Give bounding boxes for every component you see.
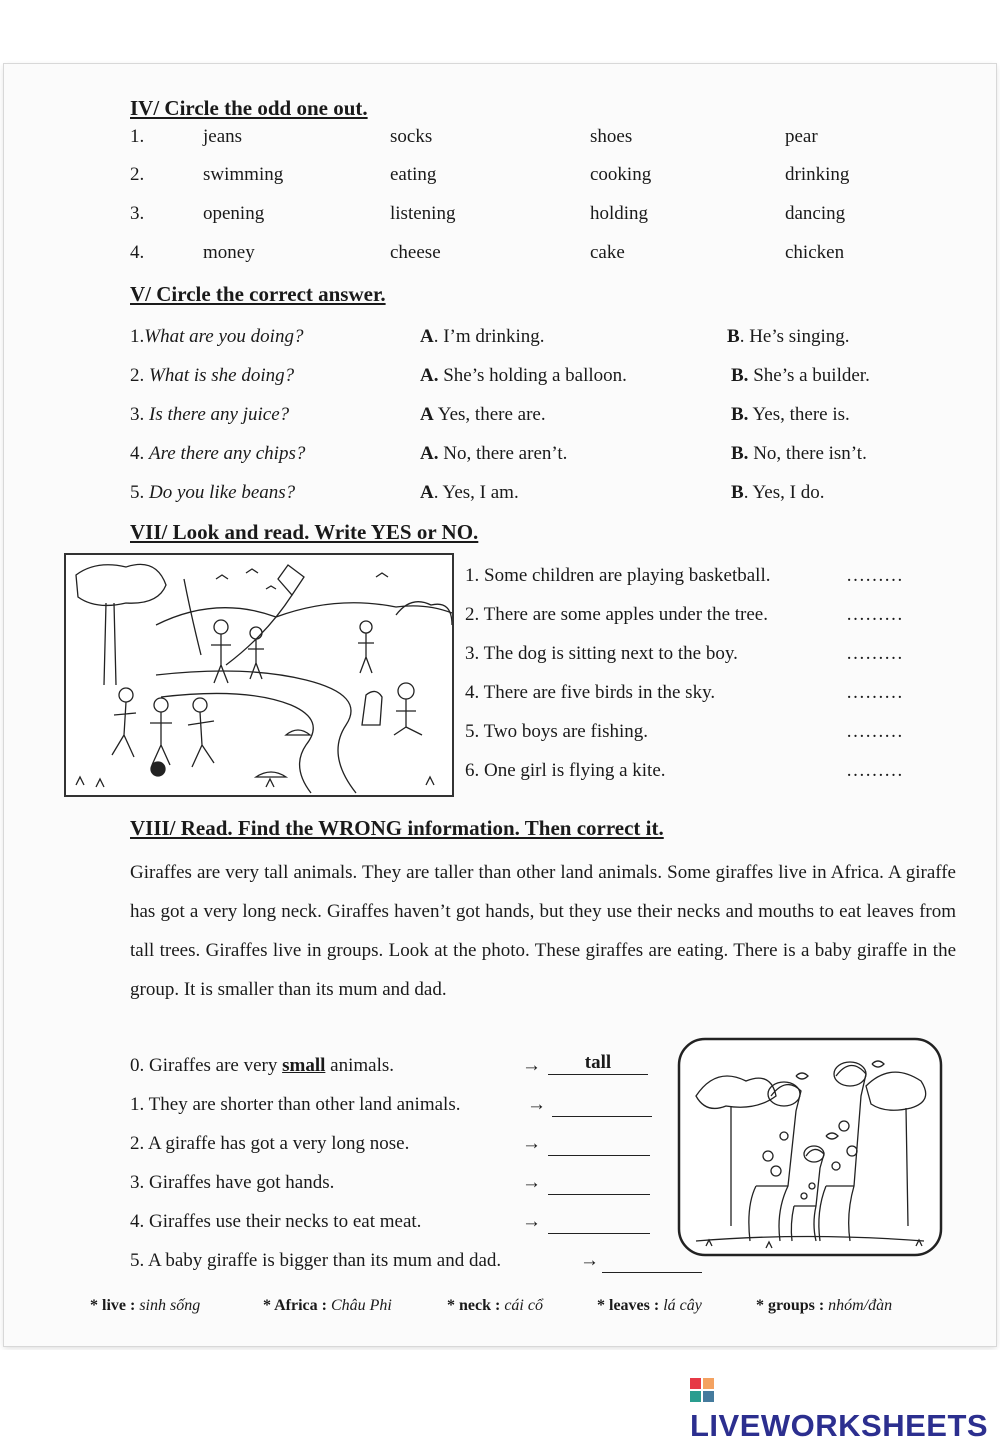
glossary-item-neck	[447, 1297, 543, 1315]
question-number: 1.	[130, 326, 145, 347]
section-8-title: VIII/ Read. Find the WRONG information. Then correct it.	[130, 816, 664, 840]
option-letter: B	[727, 326, 740, 347]
option-text: She’s a builder.	[748, 365, 870, 386]
row-number: 2.	[130, 164, 145, 185]
option-letter: A.	[420, 443, 439, 464]
option-text: No, there aren’t.	[438, 443, 568, 464]
correction-item-4: 4. Giraffes use their necks to eat meat.	[130, 1211, 422, 1232]
park-scene-illustration	[64, 553, 454, 797]
word-option[interactable]: cheese	[390, 242, 441, 263]
word-option[interactable]: cooking	[590, 164, 652, 185]
row-number: 4.	[130, 242, 145, 263]
option-a[interactable]	[420, 443, 567, 465]
word-option[interactable]: socks	[390, 126, 433, 147]
word-option[interactable]: listening	[390, 203, 456, 224]
glossary-item-groups	[756, 1297, 892, 1315]
section-7-title: VII/ Look and read. Write YES or NO.	[130, 520, 479, 544]
answer-blank-1[interactable]	[552, 1094, 652, 1117]
option-text: Yes, there are.	[433, 404, 546, 425]
liveworksheets-logo[interactable]	[690, 1372, 1000, 1444]
word-option[interactable]: eating	[390, 164, 437, 185]
section-5-title: V/ Circle the correct answer.	[130, 282, 386, 306]
option-a[interactable]	[420, 482, 519, 504]
question	[130, 326, 303, 348]
question-number: 3.	[130, 404, 149, 425]
option-text: . He’s singing.	[739, 326, 850, 347]
example-post: animals.	[325, 1055, 394, 1076]
reading-passage: Giraffes are very tall animals. They are taller than other land animals. Some giraffes live in Africa. A giraffe has got a very long neck. Giraffes haven’t got hands, but they use their necks and mouths to eat leaves from tall trees. Giraffes live in groups. Look at the photo. These giraffes are eating. There is a baby giraffe in the group. It is smaller than its mum and dad.	[130, 862, 956, 1000]
word-option[interactable]: pear	[785, 126, 818, 147]
option-letter: B	[731, 482, 744, 503]
question-text: Do you like beans?	[149, 482, 296, 503]
glossary-meaning: cái cổ	[504, 1297, 543, 1314]
option-text: She’s holding a balloon.	[438, 365, 627, 386]
option-letter: B.	[731, 365, 749, 386]
question-text: Are there any chips?	[149, 443, 306, 464]
answer-dots-1[interactable]: ………	[846, 565, 903, 586]
option-letter: A.	[420, 365, 439, 386]
word-option[interactable]: opening	[203, 203, 265, 224]
option-text: . I’m drinking.	[433, 326, 545, 347]
answer-dots-4[interactable]: ………	[846, 682, 903, 703]
logo-mark-icon	[690, 1374, 714, 1398]
arrow-icon: →	[527, 1094, 546, 1115]
statement-5: 5. Two boys are fishing.	[465, 721, 649, 742]
glossary-item-africa	[263, 1297, 392, 1315]
question	[130, 365, 294, 387]
glossary-meaning: nhóm/đàn	[828, 1297, 893, 1314]
example-answer: tall	[548, 1052, 648, 1075]
option-a[interactable]	[420, 404, 546, 426]
word-option[interactable]: drinking	[785, 164, 850, 185]
giraffe-illustration	[676, 1036, 944, 1258]
correction-item-5: 5. A baby giraffe is bigger than its mum and dad.	[130, 1250, 502, 1271]
word-option[interactable]: cake	[590, 242, 625, 263]
option-b[interactable]	[727, 326, 849, 348]
top-margin	[0, 0, 1000, 64]
arrow-icon: →	[522, 1055, 541, 1076]
answer-blank-2[interactable]	[548, 1133, 650, 1156]
question-text: Is there any juice?	[149, 404, 290, 425]
answer-dots-3[interactable]: ………	[846, 643, 903, 664]
answer-dots-5[interactable]: ………	[846, 721, 903, 742]
glossary-term: * leaves :	[597, 1297, 660, 1314]
option-a[interactable]	[420, 326, 545, 348]
question-text: What is she doing?	[149, 365, 295, 386]
arrow-icon: →	[580, 1250, 599, 1271]
option-b[interactable]	[731, 443, 867, 465]
correction-item-2: 2. A giraffe has got a very long nose.	[130, 1133, 410, 1154]
word-option[interactable]: holding	[590, 203, 649, 224]
question-number: 4.	[130, 443, 149, 464]
answer-blank-3[interactable]	[548, 1172, 650, 1195]
correction-item-1: 1. They are shorter than other land animals.	[130, 1094, 461, 1115]
giraffe-drawing	[676, 1036, 944, 1258]
option-text: Yes, there is.	[748, 404, 850, 425]
answer-dots-2[interactable]: ………	[846, 604, 903, 625]
row-number: 1.	[130, 126, 145, 147]
answer-dots-6[interactable]: ………	[846, 760, 903, 781]
glossary-meaning: sinh sống	[139, 1297, 201, 1314]
correction-item-3: 3. Giraffes have got hands.	[130, 1172, 335, 1193]
section-4-title: IV/ Circle the odd one out.	[130, 96, 368, 120]
glossary-term: * groups :	[756, 1297, 825, 1314]
park-scene-drawing	[66, 555, 452, 795]
question	[130, 404, 289, 426]
statement-4: 4. There are five birds in the sky.	[465, 682, 716, 703]
arrow-icon: →	[522, 1133, 541, 1154]
option-text: . Yes, I do.	[743, 482, 825, 503]
arrow-icon: →	[522, 1172, 541, 1193]
word-option[interactable]: swimming	[203, 164, 284, 185]
glossary-term: * Africa :	[263, 1297, 327, 1314]
logo-text: LIVEWORKSHEETS	[690, 1408, 989, 1443]
option-letter: B.	[731, 443, 749, 464]
word-option[interactable]: shoes	[590, 126, 633, 147]
option-letter: A	[420, 326, 434, 347]
row-number: 3.	[130, 203, 145, 224]
glossary-item-leaves	[597, 1297, 702, 1315]
glossary-meaning: Châu Phi	[330, 1297, 392, 1314]
glossary-item-live	[90, 1297, 200, 1315]
question	[130, 443, 305, 465]
statement-3: 3. The dog is sitting next to the boy.	[465, 643, 738, 664]
option-letter: A	[420, 404, 434, 425]
statement-2: 2. There are some apples under the tree.	[465, 604, 768, 625]
option-letter: B.	[731, 404, 749, 425]
word-option[interactable]: chicken	[785, 242, 845, 263]
wrong-word: small	[282, 1055, 326, 1076]
statement-6: 6. One girl is flying a kite.	[465, 760, 666, 781]
option-b[interactable]	[731, 404, 850, 426]
example-pre: 0. Giraffes are very	[130, 1055, 283, 1076]
arrow-icon: →	[522, 1211, 541, 1232]
word-option[interactable]: jeans	[203, 126, 243, 147]
option-b[interactable]	[731, 365, 870, 387]
option-text: No, there isn’t.	[748, 443, 867, 464]
glossary-term: * live :	[90, 1297, 136, 1314]
option-b[interactable]	[731, 482, 824, 504]
example-item	[130, 1055, 394, 1077]
option-text: . Yes, I am.	[433, 482, 519, 503]
question-text: What are you doing?	[144, 326, 304, 347]
question-number: 2.	[130, 365, 149, 386]
glossary-meaning: lá cây	[663, 1297, 702, 1314]
question	[130, 482, 295, 504]
glossary-term: * neck :	[447, 1297, 501, 1314]
question-number: 5.	[130, 482, 149, 503]
option-a[interactable]	[420, 365, 627, 387]
word-option[interactable]: dancing	[785, 203, 846, 224]
option-letter: A	[420, 482, 434, 503]
word-option[interactable]: money	[203, 242, 255, 263]
statement-1: 1. Some children are playing basketball.	[465, 565, 771, 586]
answer-blank-4[interactable]	[548, 1211, 650, 1234]
